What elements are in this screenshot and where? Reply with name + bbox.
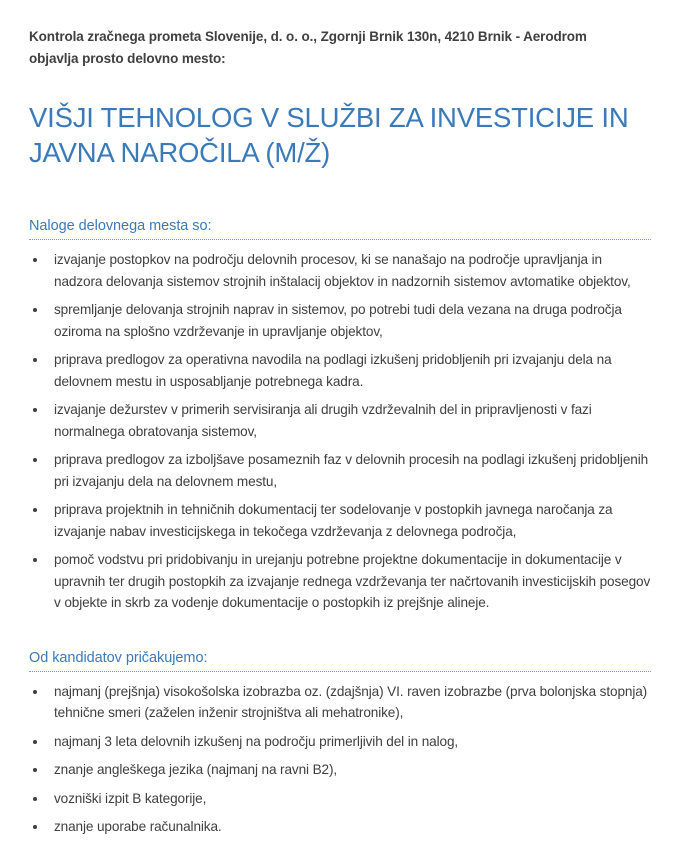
list-item (29, 731, 651, 753)
list-item-text: izvajanje postopkov na področju delovnih procesov, ki se nanašajo na področje upravljanja in nadzora delovanja sistemov strojnih inštalacij objektov in nadzornih sistemov avtomatike objektov, (54, 252, 631, 289)
section-duties (29, 216, 651, 614)
employer-intro-text: Kontrola zračnega prometa Slovenije, d. o. o., Zgornji Brnik 130n, 4210 Brnik - Aerodrom objavlja prosto delovno mesto: (29, 29, 587, 66)
list-item (29, 249, 651, 292)
requirements-list (29, 681, 651, 838)
list-item-text: priprava predlogov za operativna navodila na podlagi izkušenj pridobljenih pri izvajanju dela na delovnem mestu in usposabljanje potrebnega kadra. (54, 352, 612, 389)
list-item-text: najmanj 3 leta delovnih izkušenj na področju primerljivih del in nalog, (54, 733, 459, 749)
list-item (29, 349, 651, 392)
duties-list (29, 249, 651, 614)
list-item (29, 299, 651, 342)
list-item-text: izvajanje dežurstev v primerih servisiranja ali drugih vzdrževalnih del in pripravljenosti v fazi normalnega obratovanja sistemov, (54, 402, 592, 439)
section-heading-requirements: Od kandidatov pričakujemo: (29, 648, 651, 672)
list-item-text: znanje uporabe računalnika. (54, 819, 222, 834)
page-title: VIŠJI TEHNOLOG V SLUŽBI ZA INVESTICIJE IN JAVNA NAROČILA (M/Ž) (29, 102, 629, 168)
list-item-text: spremljanje delovanja strojnih naprav in sistemov, po potrebi tudi dela vezana na druga področja oziroma na splošno vzdrževanje in upravljanje objektov, (54, 302, 622, 339)
list-item (29, 816, 651, 838)
section-requirements (29, 648, 651, 838)
list-item (29, 788, 651, 810)
list-item (29, 499, 651, 542)
list-item (29, 759, 651, 781)
list-item-text: znanje angleškega jezika (najmanj na ravni B2), (54, 762, 338, 777)
list-item-text: vozniški izpit B kategorije, (54, 790, 207, 806)
list-item (29, 399, 651, 442)
section-heading-duties: Naloge delovnega mesta so: (29, 216, 651, 240)
list-item-text: priprava projektnih in tehničnih dokumentacij ter sodelovanje v postopkih javnega naročanja za izvajanje nabav investicijskega in tekočega vzdrževanja z delovnega področja, (54, 502, 613, 539)
list-item-text: najmanj (prejšnja) visokošolska izobrazba oz. (zdajšnja) VI. raven izobrazbe (prva bolonjska stopnja) tehnične smeri (zaželen inženir strojništva ali mehatronike), (54, 683, 648, 720)
list-item (29, 449, 651, 492)
list-item (29, 681, 651, 724)
list-item-text: priprava predlogov za izboljšave posameznih faz v delovnih procesih na podlagi izkušenj pridobljenih pri izvajanju dela na delovnem mestu, (54, 452, 649, 489)
list-item (29, 549, 651, 614)
list-item-text: pomoč vodstvu pri pridobivanju in urejanju potrebne projektne dokumentacije in dokumentacije v upravnih ter drugih postopkih za izvajanje rednega vzdrževanja ter načrtovanih investicijskih posegov v objekte in skrb za vodenje dokumentacije o postopkih iz prejšnje alineje. (54, 552, 651, 610)
